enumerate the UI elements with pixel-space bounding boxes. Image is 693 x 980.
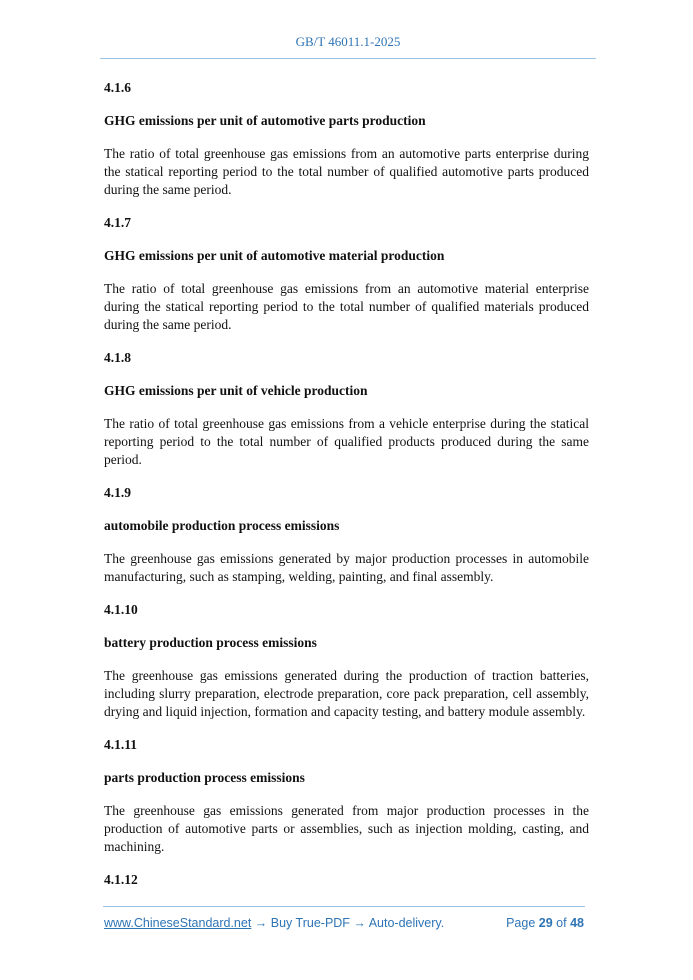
footer-promo (104, 915, 444, 931)
clause-definition: The greenhouse gas emissions generated from major production processes in the production of automotive parts or assemblies, such as injection molding, casting, and machining. (104, 803, 589, 854)
page-label: Page (506, 916, 536, 930)
clause-term: automobile production process emissions (104, 518, 340, 533)
clause-definition: The ratio of total greenhouse gas emissions from a vehicle enterprise during the statical reporting period to the total number of qualified products produced during the same period. (104, 416, 589, 467)
clause-definition: The greenhouse gas emissions generated during the production of traction batteries, including slurry preparation, electrode preparation, core pack preparation, cell assembly, drying and liquid injection, formation and capacity testing, and battery module assembly. (104, 668, 589, 719)
clause-number: 4.1.9 (104, 485, 131, 500)
website-link[interactable]: www.ChineseStandard.net (104, 916, 252, 930)
clause-term: battery production process emissions (104, 635, 317, 650)
document-body (104, 79, 589, 904)
page-total: 48 (570, 916, 584, 930)
clause-term: GHG emissions per unit of automotive material production (104, 248, 445, 263)
clause-number: 4.1.8 (104, 350, 131, 365)
clause-4-1-8 (104, 349, 589, 469)
clause-number: 4.1.10 (104, 602, 138, 617)
clause-4-1-11 (104, 736, 589, 856)
clause-4-1-10 (104, 601, 589, 721)
clause-term: parts production process emissions (104, 770, 305, 785)
footer-promo-text: → Buy True-PDF → Auto-delivery. (251, 916, 445, 930)
clause-4-1-9 (104, 484, 589, 586)
page-indicator (506, 915, 584, 931)
clause-number: 4.1.12 (104, 872, 138, 887)
page-current: 29 (538, 916, 553, 930)
page-header-standard-id: GB/T 46011.1-2025 (295, 34, 401, 49)
clause-definition: The ratio of total greenhouse gas emissions from an automotive material enterprise during the statical reporting period to the total number of qualified materials produced during the same period. (104, 281, 589, 332)
clause-4-1-7 (104, 214, 589, 334)
footer-divider (103, 906, 585, 907)
page-of-label: of (556, 916, 567, 930)
clause-4-1-12 (104, 871, 589, 889)
header-divider (100, 58, 596, 59)
clause-term: GHG emissions per unit of vehicle production (104, 383, 368, 398)
clause-definition: The ratio of total greenhouse gas emissions from an automotive parts enterprise during the statical reporting period to the total number of qualified automotive parts produced during the same period. (104, 146, 589, 197)
clause-number: 4.1.6 (104, 80, 131, 95)
clause-definition: The greenhouse gas emissions generated by major production processes in automobile manufacturing, such as stamping, welding, painting, and final assembly. (104, 551, 589, 584)
clause-4-1-6 (104, 79, 589, 199)
clause-number: 4.1.7 (104, 215, 131, 230)
clause-term: GHG emissions per unit of automotive parts production (104, 113, 426, 128)
clause-number: 4.1.11 (104, 737, 138, 752)
